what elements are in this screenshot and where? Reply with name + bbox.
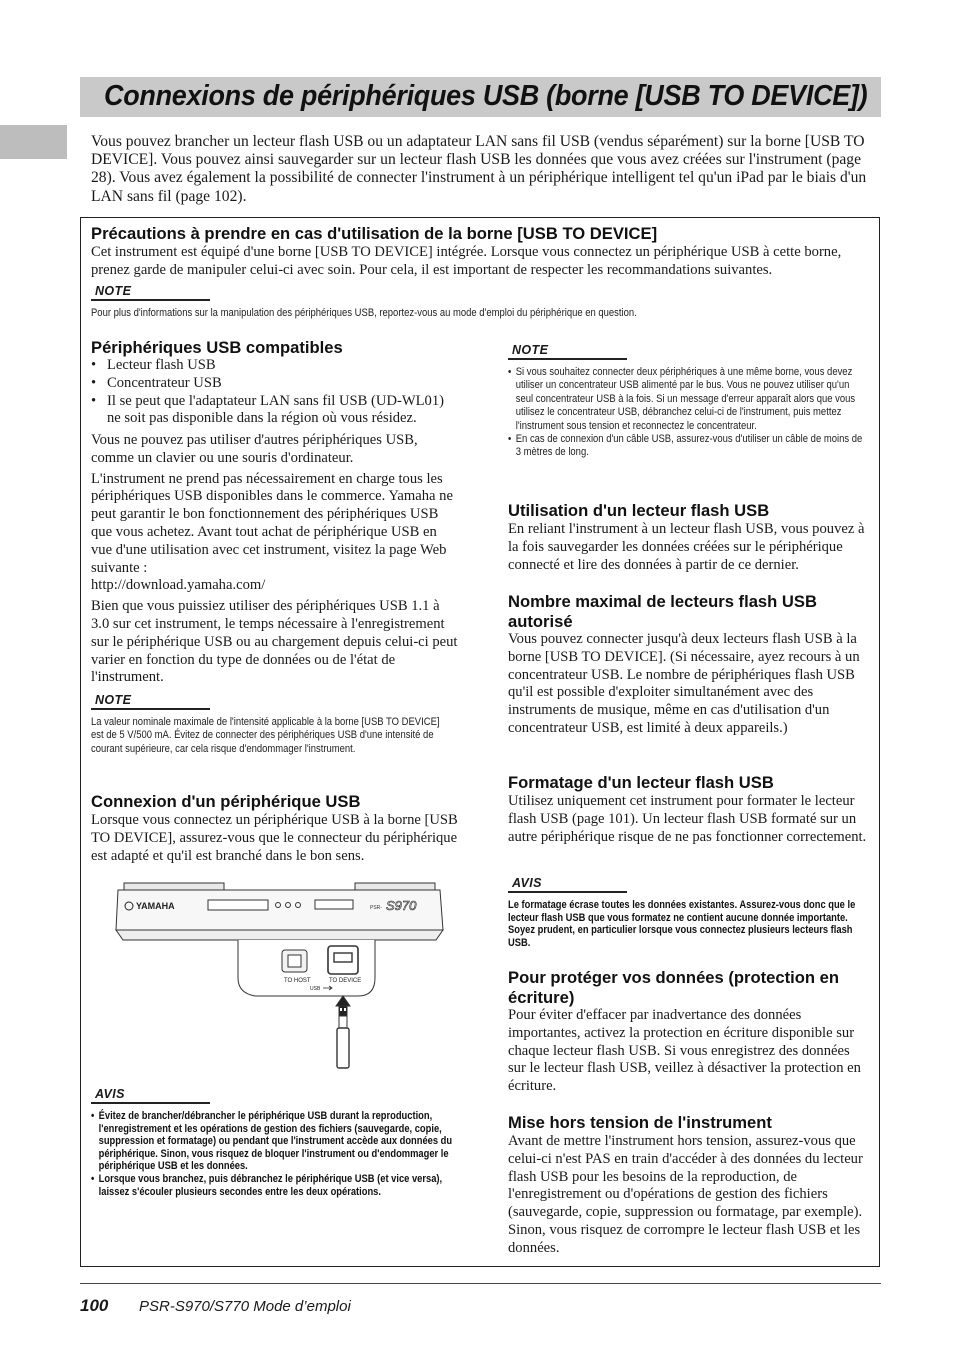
list-item: • En cas de connexion d'un câble USB, assurez-vous d'utiliser un câble de moins de 3 mètres de long. [508,433,865,460]
list-item: • Si vous souhaitez connecter deux périphériques à une même borne, vous devez utiliser un concentrateur USB alimenté par le bus. Vous ne pouvez utiliser qu'un seul concentrateur USB à la fois. Si un message d'erreur apparaît alors que vous utilisez le concentrateur USB, débranchez celui-ci de l'instrument, puis mettez l'instrument sous tension et reconnectez le concentrateur. [508,366,865,433]
yamaha-logo: YAMAHA [136,901,175,911]
note-rule [91,299,210,301]
precautions-note: Pour plus d'informations sur la manipulation des périphériques USB, reportez-vous au mode d'emploi du périphérique en question. [91,307,637,319]
intro-paragraph: Vous pouvez brancher un lecteur flash USB ou un adaptateur LAN sans fil USB (vendus séparément) sur la borne [USB TO DEVICE]. Vous pouvez ainsi sauvegarder sur un lecteur flash USB les données que vous avez créées sur l'instrument (page 28). Vous avez également la possibilité de connecter l'instrument à un périphérique intelligent tel qu'un iPad par le biais d'un LAN sans fil (page 102). [91,133,867,205]
avis-label: AVIS [95,1087,125,1101]
avis-label: AVIS [512,876,542,890]
list-item: • Il se peut que l'adaptateur LAN sans fil USB (UD-WL01) ne soit pas disponible dans la région où vous résidez. [91,393,461,429]
mise-heading: Mise hors tension de l'instrument [508,1113,772,1132]
model-logo: S970 [386,898,417,913]
model-prefix: PSR- [370,905,382,911]
formatage-body: Utilisez uniquement cet instrument pour formater le lecteur flash USB (page 101). Un lecteur flash USB formaté sur un autre périphérique risque de ne pas fonctionner correctement. [508,793,867,845]
page-number: 100 [80,1296,109,1315]
note-label: NOTE [95,284,132,298]
note-label: NOTE [95,693,132,707]
section-tab-marker [0,125,67,159]
compatible-text [91,432,461,687]
footer-rule [80,1283,881,1284]
avis-rule [508,891,627,893]
compatible-list [91,357,461,428]
note-rule [91,708,210,710]
compatible-heading: Périphériques USB compatibles [91,338,343,357]
connexion-body: Lorsque vous connectez un périphérique USB à la borne [USB TO DEVICE], assurez-vous que le connecteur du périphérique est adapté et qu'il est branché dans le bon sens. [91,812,458,864]
proteger-heading: Pour protéger vos données (protection en écriture) [508,968,839,1007]
precautions-heading: Précautions à prendre en cas d'utilisation de la borne [USB TO DEVICE] [91,224,658,243]
nombre-heading: Nombre maximal de lecteurs flash USB autorisé [508,592,817,631]
connexion-avis [91,1110,452,1198]
compatible-list-wrap [91,357,461,428]
compatible-p3: Bien que vous puissiez utiliser des périphériques USB 1.1 à 3.0 sur cet instrument, le temps nécessaire à l'enregistrement sur le périphérique USB ou au chargement depuis celui-ci peut varier en fonction du type de données ou de l'état de l'instrument. [91,598,458,686]
list-item: • Concentrateur USB [91,375,461,393]
port-label-to-device: TO DEVICE [329,978,362,984]
list-item: • Lecteur flash USB [91,357,461,375]
avis-rule [91,1102,210,1104]
note-rule [508,358,627,360]
formatage-avis: Le formatage écrase toutes les données existantes. Assurez-vous donc que le lecteur flash USB que vous formatez ne contient aucune donnée importante. Soyez prudent, en particulier lorsque vous connectez plusieurs lecteurs flash USB. [508,899,856,949]
utilisation-body: En reliant l'instrument à un lecteur flash USB, vous pouvez à la fois sauvegarder les données créées sur le périphérique connecté et lire des données à partir de ce dernier. [508,521,865,573]
compatible-p1: Vous ne pouvez pas utiliser d'autres périphériques USB, comme un clavier ou une souris d'ordinateur. [91,432,418,466]
usb-label: USB [310,986,321,992]
list-item: • Lorsque vous branchez, puis débranchez le périphérique USB (et vice versa), laissez s'écouler plusieurs secondes entre les deux opérations. [91,1173,452,1198]
precautions-body: Cet instrument est équipé d'une borne [USB TO DEVICE] intégrée. Lorsque vous connectez un périphérique USB à cette borne, prenez garde de manipuler celui-ci avec soin. Pour cela, il est important de respecter les recommandations suivantes. [91,244,842,278]
right-note [508,366,865,460]
compatible-p2: L'instrument ne prend pas nécessairement en charge tous les périphériques USB disponibles dans le commerce. Yamaha ne peut garantir le bon fonctionnement des périphériques USB que vous achetez. Avant tout achat de périphérique USB en vue d'une utilisation avec cet instrument, visitez la page Web suivante : [91,470,453,576]
download-url: http://download.yamaha.com/ [91,577,266,594]
page-title: Connexions de périphériques USB (borne [USB TO DEVICE]) [104,80,868,112]
utilisation-heading: Utilisation d'un lecteur flash USB [508,501,770,520]
mise-body: Avant de mettre l'instrument hors tension, assurez-vous que celui-ci n'est PAS en train d'accéder à des données du lecteur flash USB pour les besoins de la reproduction, de l'enregistrement ou d'opérations de gestion des fichiers (sauvegarde, copie, suppression ou formatage, par exemple). Sinon, vous risquez de corrompre le lecteur flash USB et les données. [508,1133,863,1256]
port-label-to-host: TO HOST [284,978,311,984]
list-item: • Évitez de brancher/débrancher le périphérique USB durant la reproduction, l'enregistrement et les opérations de gestion des fichiers (sauvegarde, copie, suppression et formatage) ou pendant que l'instrument accède aux données du périphérique. Sinon, vous risquez de bloquer l'instrument ou d'endommager le périphérique USB et les données. [91,1110,452,1173]
compatible-note: La valeur nominale maximale de l'intensité applicable à la borne [USB TO DEVICE] est de 5 V/500 mA. Évitez de connecter des périphériques USB d'une intensité de courant supérieure, car cela risque d'endommager l'instrument. [91,716,440,755]
nombre-body: Vous pouvez connecter jusqu'à deux lecteurs flash USB à la borne [USB TO DEVICE]. (Si nécessaire, ayez recours à un concentrateur USB. Le nombre de périphériques flash USB qu'il est possible d'exploiter simultanément avec des instruments de musique, même en cas d'utilisation d'un concentrateur USB, est limité à deux appareils.) [508,631,860,736]
formatage-heading: Formatage d'un lecteur flash USB [508,773,774,792]
document-name: PSR-S970/S770 Mode d’emploi [139,1298,351,1315]
note-label: NOTE [512,343,549,357]
proteger-body: Pour éviter d'effacer par inadvertance des données importantes, activez la protection en écriture disponible sur chaque lecteur flash USB. Si vous enregistrez des données sur le lecteur flash USB, veillez à désactiver la protection en écriture. [508,1007,861,1095]
keyboard-usb-illustration [110,878,450,1073]
connexion-heading: Connexion d'un périphérique USB [91,792,361,811]
